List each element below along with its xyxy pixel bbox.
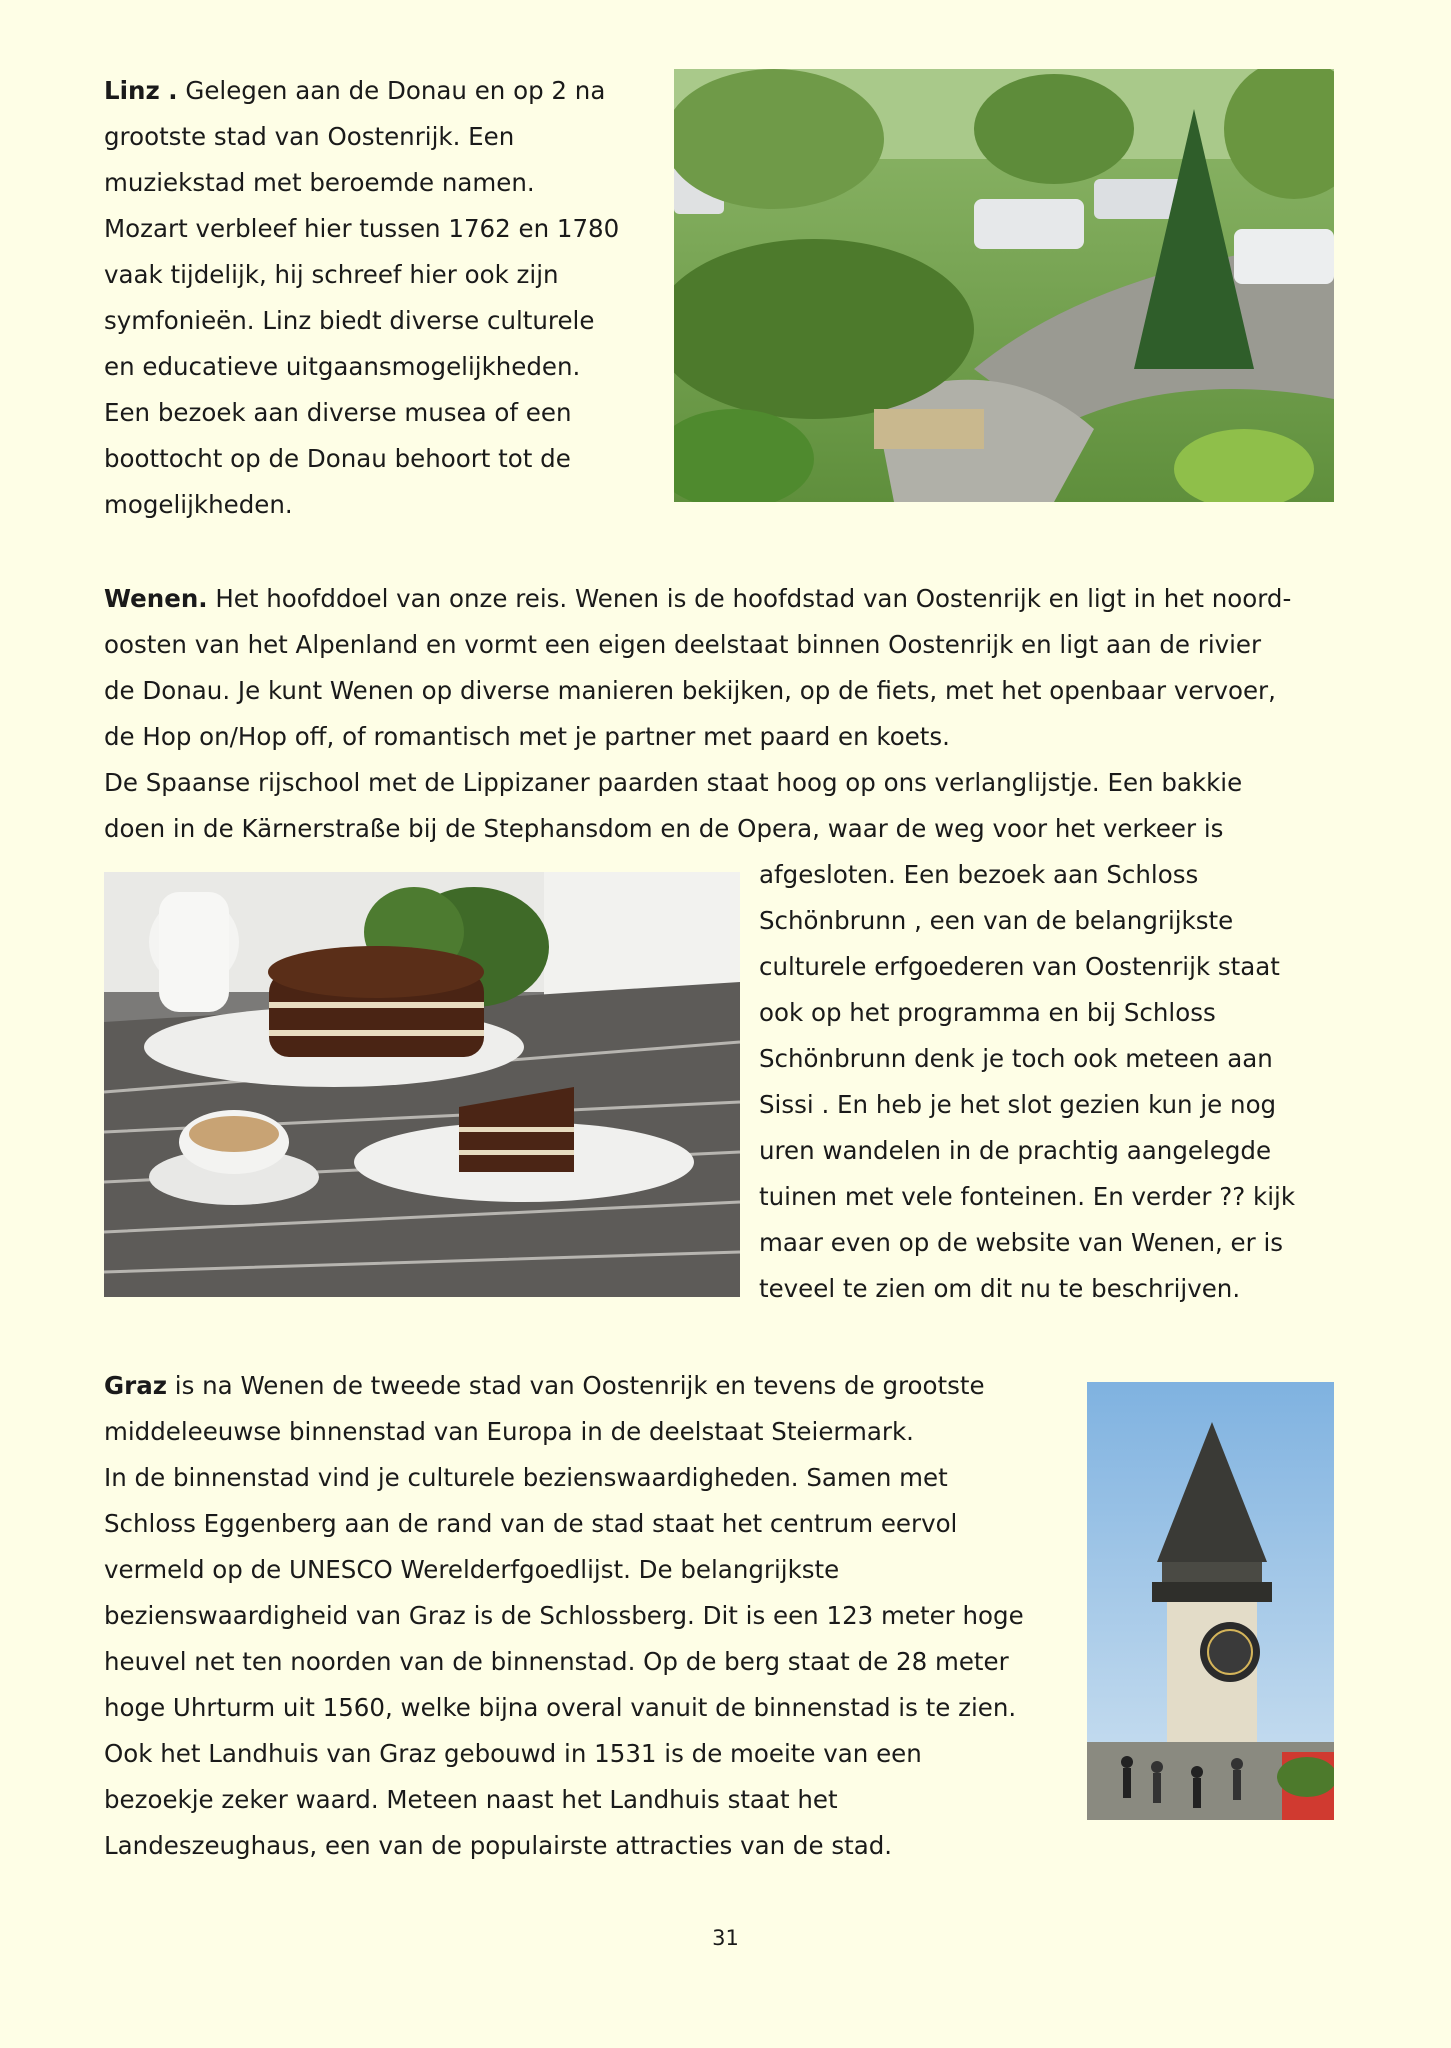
linz-heading: Linz .	[104, 76, 178, 105]
graz-heading: Graz	[104, 1371, 167, 1400]
wenen-paragraph: Wenen. Het hoofddoel van onze reis. Wenen is de hoofdstad van Oostenrijk en ligt in het noord- oosten van het Alpenland en vormt een eigen deelstaat binnen Oostenrijk en ligt aan de rivier de Donau. Je kunt Wenen op diverse manieren bekijken, op de fiets, met het openbaar vervoer, de Hop on/Hop off, of romantisch met je partner met paard en koets. De Spaanse rijschool met de Lippizaner paarden staat hoog op ons verlanglijstje. Een bakkie doen in de Kärnerstraße bij de Stephansdom en de Opera, waar de weg voor het verkeer is	[104, 584, 1292, 843]
linz-paragraph: Linz . Gelegen aan de Donau en op 2 na grootste stad van Oostenrijk. Een muziekstad met beroemde namen. Mozart verbleef hier tussen 1762 en 1780 vaak tijdelijk, hij schreef hier ook zijn symfonieën. Linz biedt diverse culturele en educatieve uitgaansmogelijkheden. Een bezoek aan diverse musea of een boottocht op de Donau behoort tot de mogelijkheden.	[104, 76, 620, 519]
clock-tower-photo	[1087, 1382, 1334, 1820]
cake-photo	[104, 872, 740, 1297]
wenen-side-paragraph: afgesloten. Een bezoek aan Schloss Schönbrunn , een van de belangrijkste culturele erfgoederen van Oostenrijk staat ook op het programma en bij Schloss Schönbrunn denk je toch ook meteen aan Sissi . En heb je het slot gezien kun je nog uren wandelen in de prachtig aangelegde tuinen met vele fonteinen. En verder ?? kijk maar even op de website van Wenen, er is teveel te zien om dit nu te beschrijven.	[759, 860, 1296, 1303]
wenen-heading: Wenen.	[104, 584, 208, 613]
page-number: 31	[712, 1926, 739, 1950]
campsite-photo	[674, 69, 1334, 502]
graz-paragraph: Graz is na Wenen de tweede stad van Oostenrijk en tevens de grootste middeleeuwse binnenstad van Europa in de deelstaat Steiermark. In de binnenstad vind je culturele bezienswaardigheden. Samen met Schloss Eggenberg aan de rand van de stad staat het centrum eervol vermeld op de UNESCO Werelderfgoedlijst. De belangrijkste bezienswaardigheid van Graz is de Schlossberg. Dit is een 123 meter hoge heuvel net ten noorden van de binnenstad. Op de berg staat de 28 meter hoge Uhrturm uit 1560, welke bijna overal vanuit de binnenstad is te zien. Ook het Landhuis van Graz gebouwd in 1531 is de moeite van een bezoekje zeker waard. Meteen naast het Landhuis staat het Landeszeughaus, een van de populairste attracties van de stad.	[104, 1371, 1024, 1860]
